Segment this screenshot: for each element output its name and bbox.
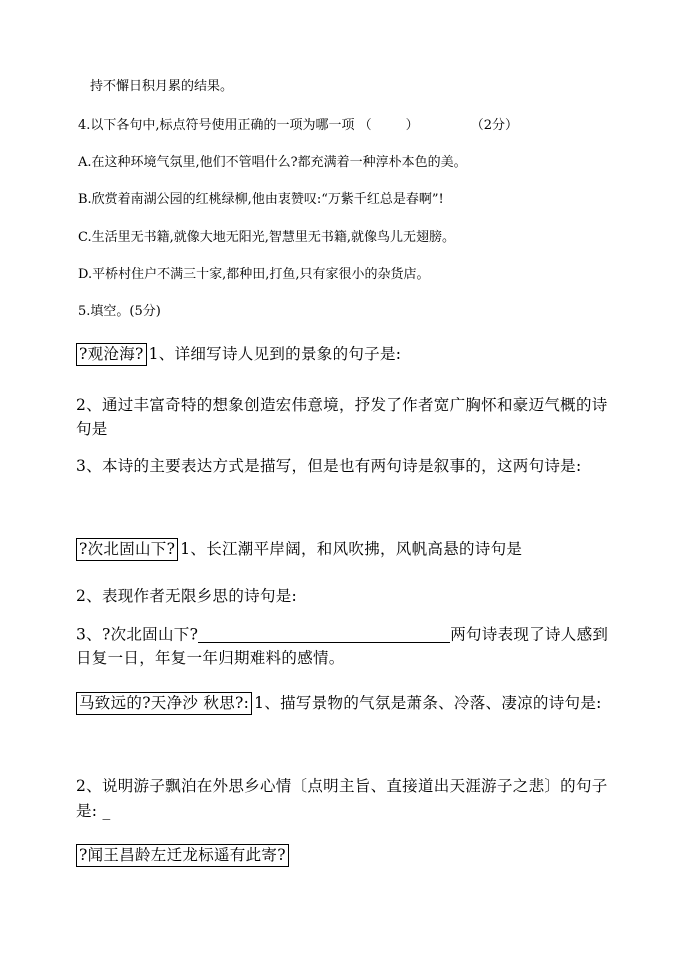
poem3-title: 马致远的?天净沙 秋思?: [76,692,252,715]
poem2-q1-line [76,542,522,558]
poem2-q2: 2、表现作者无限乡思的诗句是: [76,587,298,605]
poem4-title: ?闻王昌龄左迁龙标遥有此寄? [76,844,289,867]
poem3-q2-line2: 是: _ [76,802,111,820]
question-4-close-paren: ） [405,118,419,133]
poem2-q3-pre: 3、?次北固山下? [76,625,199,644]
poem3-q1-line [76,696,602,712]
poem4-line [76,848,291,864]
poem2-title: ?次北固山下? [76,538,178,561]
question-4 [78,119,518,132]
option-a: A.在这种环境气氛里,他们不管唱什么?都充满着一种淳朴本色的美。 [78,155,467,170]
question-5: 5.填空。(5分) [78,304,161,319]
question-4-text: 4.以下各句中,标点符号使用正确的一项为哪一项 （ [78,118,372,133]
option-b: B.欣赏着南湖公园的红桃绿柳,他由衷赞叹:“万紫千红总是春啊”! [78,192,444,207]
option-d: D.平桥村住户不满三十家,都种田,打鱼,只有家很小的杂货店。 [78,267,430,282]
option-c: C.生活里无书籍,就像大地无阳光,智慧里无书籍,就像鸟儿无翅膀。 [78,230,456,245]
question-4-score: （2分） [470,118,518,133]
poem1-q2-line1: 2、通过丰富奇特的想象创造宏伟意境，抒发了作者宽广胸怀和豪迈气概的诗 [76,396,608,414]
poem1-q1-line [76,347,401,363]
poem3-q2-line1: 2、说明游子飘泊在外思乡心情〔点明主旨、直接道出天涯游子之悲〕的句子 [76,777,608,795]
poem1-q2-line2: 句是 [76,420,108,438]
poem3-q1: 1、描写景物的气氛是萧条、冷落、凄凉的诗句是: [254,694,602,712]
answer-blank[interactable] [198,627,450,643]
poem2-q3-line2: 日复一日，年复一年归期难料的感情。 [76,649,345,667]
poem2-q3-post: 两句诗表现了诗人感到 [450,625,609,644]
poem2-q3-line1 [76,627,608,643]
text-line-1: 持不懈日积月累的结果。 [90,79,234,94]
poem1-title: ?观沧海? [76,343,147,366]
poem2-q1: 1、长江潮平岸阔，和风吹拂，风帆高悬的诗句是 [180,540,523,558]
poem1-q3: 3、本诗的主要表达方式是描写，但是也有两句诗是叙事的，这两句诗是: [76,457,582,475]
poem1-q1: 1、详细写诗人见到的景象的句子是: [148,345,402,363]
